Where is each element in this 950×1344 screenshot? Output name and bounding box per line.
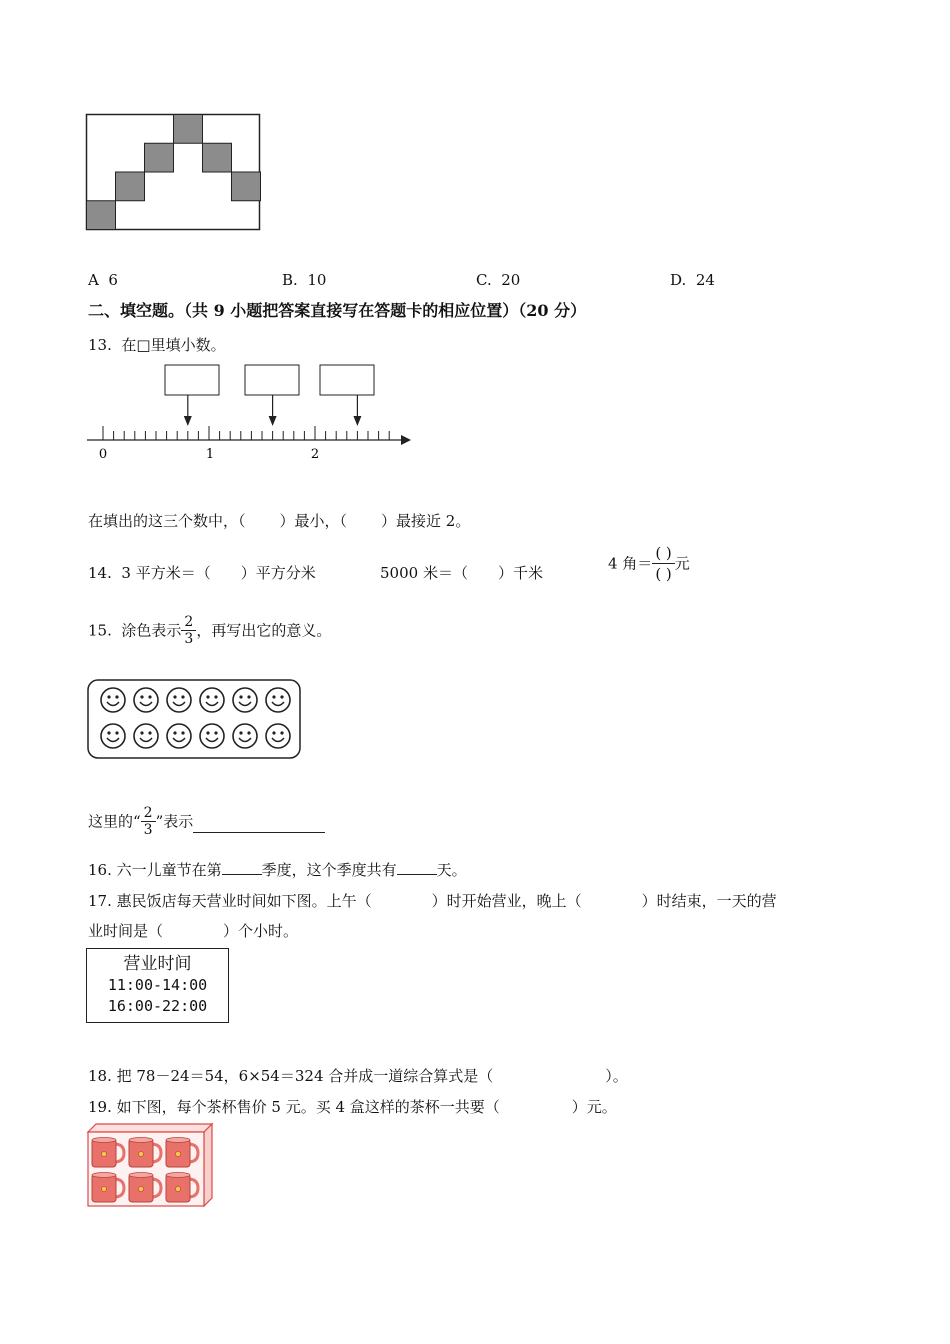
q16-text: 16. 六一儿童节在第 季度，这个季度共有 天。 (88, 861, 467, 879)
shaded-square (174, 115, 203, 144)
axis-label-0: 0 (98, 447, 108, 462)
axis-arrow-icon (401, 435, 411, 445)
q15-answer-blank[interactable] (193, 818, 325, 833)
down-arrow-icon (353, 416, 361, 426)
answer-box-3[interactable] (320, 365, 374, 395)
q15-prompt: 15. 涂色表示 $\frac{2}{3}$ ，再写出它的意义。 (88, 614, 332, 647)
answer-box-1[interactable] (165, 365, 219, 395)
smiley-faces-figure (86, 678, 304, 762)
shaded-square (203, 143, 232, 172)
number-line-figure (85, 360, 420, 465)
shaded-square (87, 201, 116, 230)
axis-label-1: 1 (205, 447, 215, 462)
down-arrow-icon (184, 416, 192, 426)
q14-fraction: $\frac{( )}{( )}$ (652, 543, 674, 584)
smiley-face-icon[interactable] (167, 688, 191, 712)
smiley-face-icon[interactable] (233, 688, 257, 712)
q18-text: 18. 把 78－24＝54，6×54＝324 合并成一道综合算式是（ ）。 (88, 1067, 628, 1085)
q14-part1: 14. 3 平方米＝（ ）平方分米 (88, 564, 316, 582)
smiley-face-icon[interactable] (266, 724, 290, 748)
teacup-box-figure (84, 1122, 216, 1210)
option-d[interactable]: D. 24 (670, 271, 715, 289)
smiley-face-icon[interactable] (134, 724, 158, 748)
section-heading: 二、填空题。（共 9 小题把答案直接写在答题卡的相应位置）（20 分） (88, 301, 587, 320)
smiley-face-icon[interactable] (200, 688, 224, 712)
smiley-face-icon[interactable] (200, 724, 224, 748)
smiley-face-icon[interactable] (233, 724, 257, 748)
q15-meaning-fraction: $\frac{2}{3}$ (141, 805, 156, 838)
smiley-face-icon[interactable] (134, 688, 158, 712)
smiley-face-icon[interactable] (167, 724, 191, 748)
option-b[interactable]: B. 10 (282, 271, 327, 289)
q17-line1: 17. 惠民饭店每天营业时间如下图。上午（ ）时开始营业，晚上（ ）时结束，一天的营 (88, 892, 777, 910)
q13-prompt: 13. 在□里填小数。 (88, 336, 226, 354)
option-c[interactable]: C. 20 (476, 271, 521, 289)
option-a[interactable]: A 6 (88, 271, 118, 289)
answer-box-2[interactable] (245, 365, 299, 395)
q15-meaning: 这里的“ $\frac{2}{3}$ ”表示 (88, 805, 325, 838)
axis-label-2: 2 (310, 447, 320, 462)
business-hours-evening: 16:00-22:00 (107, 997, 208, 1015)
q17-line2: 业时间是（ ）个小时。 (88, 922, 299, 940)
smiley-face-icon[interactable] (101, 724, 125, 748)
q14-part3: 4 角＝ $\frac{( )}{( )}$ 元 (608, 544, 690, 583)
q14-part2: 5000 米＝（ ）千米 (380, 564, 543, 582)
q15-fraction: $\frac{2}{3}$ (181, 614, 196, 647)
staircase-figure (85, 113, 263, 233)
q16-blank-days[interactable] (397, 860, 437, 875)
shaded-square (145, 143, 174, 172)
down-arrow-icon (269, 416, 277, 426)
q16-blank-season[interactable] (222, 860, 262, 875)
shaded-square (232, 172, 261, 201)
shaded-square (116, 172, 145, 201)
q13-followup: 在填出的这三个数中，（ ）最小，（ ）最接近 2。 (88, 512, 471, 530)
smiley-face-icon[interactable] (266, 688, 290, 712)
business-hours-morning: 11:00-14:00 (107, 976, 208, 994)
q19-text: 19. 如下图，每个茶杯售价 5 元。买 4 盒这样的茶杯一共要（ ）元。 (88, 1098, 617, 1116)
business-hours-title: 营业时间 (123, 954, 192, 974)
business-hours-box (86, 948, 229, 1023)
smiley-face-icon[interactable] (101, 688, 125, 712)
